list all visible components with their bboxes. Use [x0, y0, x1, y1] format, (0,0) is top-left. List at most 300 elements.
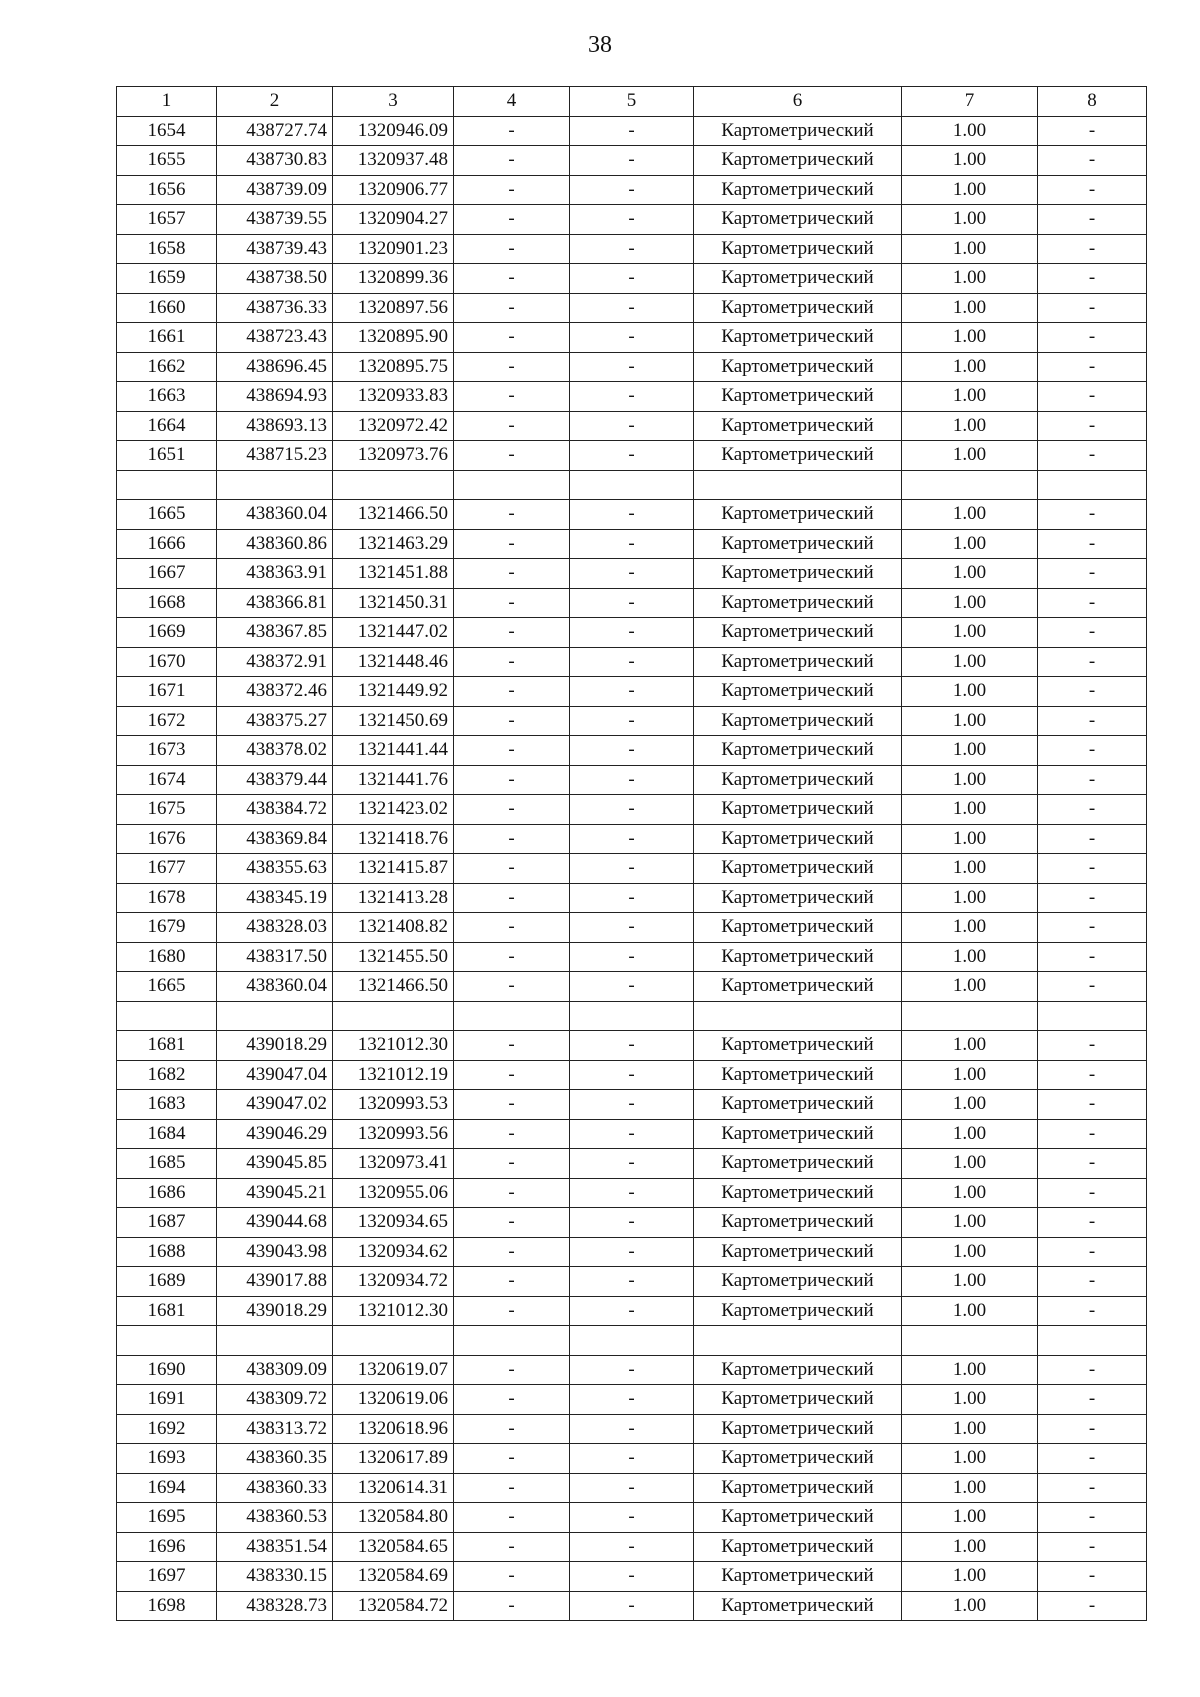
- cell-col-1: 1658: [117, 234, 217, 264]
- cell-col-1: 1692: [117, 1414, 217, 1444]
- cell-col-6: Картометрический: [694, 1444, 902, 1474]
- cell-col-8: -: [1038, 913, 1147, 943]
- cell-col-8: -: [1038, 1385, 1147, 1415]
- cell-col-4: -: [454, 1090, 570, 1120]
- cell-col-8: -: [1038, 706, 1147, 736]
- cell-col-8: -: [1038, 234, 1147, 264]
- cell-col-1: 1676: [117, 824, 217, 854]
- empty-cell: [902, 470, 1038, 500]
- cell-col-3: 1321450.69: [333, 706, 454, 736]
- cell-col-6: Картометрический: [694, 706, 902, 736]
- cell-col-8: -: [1038, 647, 1147, 677]
- table-row: [117, 647, 1147, 677]
- cell-col-8: -: [1038, 1414, 1147, 1444]
- cell-col-6: Картометрический: [694, 116, 902, 146]
- cell-col-8: -: [1038, 1591, 1147, 1621]
- cell-col-6: Картометрический: [694, 1060, 902, 1090]
- cell-col-7: 1.00: [902, 293, 1038, 323]
- cell-col-7: 1.00: [902, 1090, 1038, 1120]
- cell-col-2: 438366.81: [217, 588, 333, 618]
- cell-col-2: 438727.74: [217, 116, 333, 146]
- cell-col-2: 439047.02: [217, 1090, 333, 1120]
- empty-cell: [333, 1001, 454, 1031]
- cell-col-1: 1681: [117, 1296, 217, 1326]
- cell-col-4: -: [454, 1473, 570, 1503]
- cell-col-8: -: [1038, 205, 1147, 235]
- cell-col-6: Картометрический: [694, 913, 902, 943]
- cell-col-3: 1320584.72: [333, 1591, 454, 1621]
- cell-col-4: -: [454, 1060, 570, 1090]
- cell-col-7: 1.00: [902, 1119, 1038, 1149]
- cell-col-3: 1321423.02: [333, 795, 454, 825]
- cell-col-1: 1667: [117, 559, 217, 589]
- cell-col-3: 1321441.76: [333, 765, 454, 795]
- cell-col-4: -: [454, 883, 570, 913]
- cell-col-7: 1.00: [902, 146, 1038, 176]
- table-row: [117, 1296, 1147, 1326]
- table-row: [117, 293, 1147, 323]
- empty-cell: [694, 1326, 902, 1356]
- cell-col-2: 438696.45: [217, 352, 333, 382]
- cell-col-5: -: [570, 1031, 694, 1061]
- cell-col-8: -: [1038, 736, 1147, 766]
- table-row: [117, 1060, 1147, 1090]
- cell-col-1: 1698: [117, 1591, 217, 1621]
- cell-col-3: 1321012.19: [333, 1060, 454, 1090]
- cell-col-4: -: [454, 1237, 570, 1267]
- cell-col-4: -: [454, 913, 570, 943]
- cell-col-3: 1321451.88: [333, 559, 454, 589]
- cell-col-7: 1.00: [902, 824, 1038, 854]
- table-row: [117, 1178, 1147, 1208]
- cell-col-5: -: [570, 647, 694, 677]
- separator-row: [117, 470, 1147, 500]
- cell-col-3: 1320993.53: [333, 1090, 454, 1120]
- cell-col-1: 1685: [117, 1149, 217, 1179]
- cell-col-1: 1662: [117, 352, 217, 382]
- cell-col-4: -: [454, 1296, 570, 1326]
- cell-col-8: -: [1038, 352, 1147, 382]
- cell-col-4: -: [454, 972, 570, 1002]
- empty-cell: [117, 1001, 217, 1031]
- table-row: [117, 1473, 1147, 1503]
- cell-col-7: 1.00: [902, 972, 1038, 1002]
- cell-col-3: 1321012.30: [333, 1031, 454, 1061]
- cell-col-8: -: [1038, 441, 1147, 471]
- cell-col-7: 1.00: [902, 116, 1038, 146]
- cell-col-6: Картометрический: [694, 441, 902, 471]
- cell-col-5: -: [570, 1090, 694, 1120]
- column-header-1: 1: [117, 87, 217, 117]
- cell-col-8: -: [1038, 1031, 1147, 1061]
- cell-col-3: 1320895.75: [333, 352, 454, 382]
- cell-col-2: 438738.50: [217, 264, 333, 294]
- cell-col-1: 1682: [117, 1060, 217, 1090]
- cell-col-7: 1.00: [902, 1503, 1038, 1533]
- cell-col-1: 1664: [117, 411, 217, 441]
- cell-col-4: -: [454, 234, 570, 264]
- cell-col-1: 1671: [117, 677, 217, 707]
- cell-col-3: 1321466.50: [333, 972, 454, 1002]
- cell-col-4: -: [454, 293, 570, 323]
- cell-col-8: -: [1038, 116, 1147, 146]
- table-row: [117, 1208, 1147, 1238]
- table-row: [117, 1119, 1147, 1149]
- cell-col-8: -: [1038, 1532, 1147, 1562]
- cell-col-3: 1321455.50: [333, 942, 454, 972]
- cell-col-1: 1680: [117, 942, 217, 972]
- cell-col-8: -: [1038, 175, 1147, 205]
- cell-col-3: 1320934.65: [333, 1208, 454, 1238]
- cell-col-6: Картометрический: [694, 1090, 902, 1120]
- cell-col-4: -: [454, 116, 570, 146]
- cell-col-7: 1.00: [902, 942, 1038, 972]
- cell-col-1: 1654: [117, 116, 217, 146]
- cell-col-3: 1321463.29: [333, 529, 454, 559]
- cell-col-6: Картометрический: [694, 352, 902, 382]
- cell-col-1: 1660: [117, 293, 217, 323]
- cell-col-2: 439044.68: [217, 1208, 333, 1238]
- cell-col-5: -: [570, 1237, 694, 1267]
- cell-col-7: 1.00: [902, 588, 1038, 618]
- cell-col-2: 438739.55: [217, 205, 333, 235]
- cell-col-4: -: [454, 352, 570, 382]
- table-row: [117, 1237, 1147, 1267]
- cell-col-7: 1.00: [902, 883, 1038, 913]
- cell-col-6: Картометрический: [694, 323, 902, 353]
- cell-col-7: 1.00: [902, 1473, 1038, 1503]
- table-row: [117, 1444, 1147, 1474]
- cell-col-7: 1.00: [902, 205, 1038, 235]
- cell-col-8: -: [1038, 264, 1147, 294]
- cell-col-6: Картометрический: [694, 618, 902, 648]
- empty-cell: [570, 1326, 694, 1356]
- cell-col-6: Картометрический: [694, 677, 902, 707]
- cell-col-4: -: [454, 382, 570, 412]
- cell-col-7: 1.00: [902, 765, 1038, 795]
- cell-col-6: Картометрический: [694, 942, 902, 972]
- table-row: [117, 559, 1147, 589]
- cell-col-6: Картометрический: [694, 234, 902, 264]
- cell-col-7: 1.00: [902, 175, 1038, 205]
- cell-col-5: -: [570, 1119, 694, 1149]
- cell-col-8: -: [1038, 146, 1147, 176]
- cell-col-1: 1675: [117, 795, 217, 825]
- cell-col-4: -: [454, 205, 570, 235]
- cell-col-7: 1.00: [902, 1444, 1038, 1474]
- cell-col-2: 438360.04: [217, 972, 333, 1002]
- cell-col-2: 438360.04: [217, 500, 333, 530]
- table-row: [117, 1532, 1147, 1562]
- cell-col-4: -: [454, 677, 570, 707]
- cell-col-6: Картометрический: [694, 559, 902, 589]
- cell-col-1: 1697: [117, 1562, 217, 1592]
- cell-col-5: -: [570, 1385, 694, 1415]
- cell-col-2: 438378.02: [217, 736, 333, 766]
- cell-col-3: 1320933.83: [333, 382, 454, 412]
- cell-col-4: -: [454, 323, 570, 353]
- cell-col-6: Картометрический: [694, 1149, 902, 1179]
- page-number: 38: [588, 32, 612, 58]
- cell-col-8: -: [1038, 1267, 1147, 1297]
- cell-col-3: 1321418.76: [333, 824, 454, 854]
- cell-col-7: 1.00: [902, 618, 1038, 648]
- cell-col-3: 1321441.44: [333, 736, 454, 766]
- cell-col-1: 1696: [117, 1532, 217, 1562]
- cell-col-5: -: [570, 706, 694, 736]
- cell-col-4: -: [454, 1532, 570, 1562]
- cell-col-4: -: [454, 942, 570, 972]
- empty-cell: [570, 1001, 694, 1031]
- cell-col-5: -: [570, 942, 694, 972]
- table-row: [117, 116, 1147, 146]
- cell-col-2: 438694.93: [217, 382, 333, 412]
- cell-col-4: -: [454, 824, 570, 854]
- cell-col-3: 1320973.76: [333, 441, 454, 471]
- cell-col-2: 439018.29: [217, 1031, 333, 1061]
- cell-col-8: -: [1038, 942, 1147, 972]
- empty-cell: [570, 470, 694, 500]
- table-row: [117, 824, 1147, 854]
- table-row: [117, 736, 1147, 766]
- cell-col-7: 1.00: [902, 382, 1038, 412]
- table-row: [117, 234, 1147, 264]
- coordinates-table: [116, 86, 1147, 1621]
- cell-col-7: 1.00: [902, 913, 1038, 943]
- cell-col-6: Картометрический: [694, 175, 902, 205]
- column-header-6: 6: [694, 87, 902, 117]
- cell-col-1: 1665: [117, 972, 217, 1002]
- cell-col-6: Картометрический: [694, 1591, 902, 1621]
- cell-col-6: Картометрический: [694, 264, 902, 294]
- table-row: [117, 883, 1147, 913]
- cell-col-5: -: [570, 913, 694, 943]
- cell-col-6: Картометрический: [694, 1208, 902, 1238]
- table-row: [117, 500, 1147, 530]
- cell-col-2: 438739.09: [217, 175, 333, 205]
- cell-col-7: 1.00: [902, 1208, 1038, 1238]
- table-header-row: [117, 87, 1147, 117]
- cell-col-4: -: [454, 765, 570, 795]
- cell-col-3: 1321466.50: [333, 500, 454, 530]
- table-row: [117, 1385, 1147, 1415]
- cell-col-7: 1.00: [902, 1296, 1038, 1326]
- cell-col-2: 438328.03: [217, 913, 333, 943]
- cell-col-5: -: [570, 618, 694, 648]
- cell-col-8: -: [1038, 1090, 1147, 1120]
- cell-col-5: -: [570, 824, 694, 854]
- empty-cell: [1038, 470, 1147, 500]
- cell-col-4: -: [454, 175, 570, 205]
- cell-col-2: 438367.85: [217, 618, 333, 648]
- cell-col-1: 1659: [117, 264, 217, 294]
- cell-col-3: 1320619.06: [333, 1385, 454, 1415]
- cell-col-7: 1.00: [902, 1385, 1038, 1415]
- empty-cell: [333, 470, 454, 500]
- cell-col-8: -: [1038, 1119, 1147, 1149]
- column-header-3: 3: [333, 87, 454, 117]
- cell-col-2: 438317.50: [217, 942, 333, 972]
- cell-col-5: -: [570, 1149, 694, 1179]
- cell-col-5: -: [570, 736, 694, 766]
- cell-col-5: -: [570, 1414, 694, 1444]
- cell-col-2: 438369.84: [217, 824, 333, 854]
- cell-col-8: -: [1038, 854, 1147, 884]
- cell-col-6: Картометрический: [694, 1532, 902, 1562]
- cell-col-7: 1.00: [902, 441, 1038, 471]
- cell-col-3: 1320901.23: [333, 234, 454, 264]
- cell-col-1: 1673: [117, 736, 217, 766]
- cell-col-5: -: [570, 1267, 694, 1297]
- empty-cell: [1038, 1326, 1147, 1356]
- cell-col-1: 1665: [117, 500, 217, 530]
- table-row: [117, 1267, 1147, 1297]
- cell-col-7: 1.00: [902, 559, 1038, 589]
- cell-col-4: -: [454, 1562, 570, 1592]
- cell-col-4: -: [454, 588, 570, 618]
- cell-col-1: 1686: [117, 1178, 217, 1208]
- column-header-8: 8: [1038, 87, 1147, 117]
- cell-col-7: 1.00: [902, 854, 1038, 884]
- cell-col-7: 1.00: [902, 1414, 1038, 1444]
- cell-col-1: 1663: [117, 382, 217, 412]
- cell-col-5: -: [570, 500, 694, 530]
- cell-col-3: 1320619.07: [333, 1355, 454, 1385]
- cell-col-5: -: [570, 1296, 694, 1326]
- cell-col-2: 438363.91: [217, 559, 333, 589]
- table-row: [117, 1562, 1147, 1592]
- cell-col-5: -: [570, 293, 694, 323]
- cell-col-5: -: [570, 441, 694, 471]
- cell-col-6: Картометрический: [694, 765, 902, 795]
- cell-col-4: -: [454, 411, 570, 441]
- cell-col-1: 1689: [117, 1267, 217, 1297]
- cell-col-4: -: [454, 706, 570, 736]
- cell-col-5: -: [570, 352, 694, 382]
- cell-col-4: -: [454, 441, 570, 471]
- cell-col-2: 439017.88: [217, 1267, 333, 1297]
- cell-col-2: 438360.35: [217, 1444, 333, 1474]
- table-row: [117, 264, 1147, 294]
- table-row: [117, 352, 1147, 382]
- cell-col-1: 1695: [117, 1503, 217, 1533]
- cell-col-6: Картометрический: [694, 1031, 902, 1061]
- cell-col-7: 1.00: [902, 1591, 1038, 1621]
- cell-col-5: -: [570, 765, 694, 795]
- table-row: [117, 618, 1147, 648]
- cell-col-6: Картометрический: [694, 205, 902, 235]
- table-row: [117, 795, 1147, 825]
- cell-col-7: 1.00: [902, 795, 1038, 825]
- cell-col-2: 438372.46: [217, 677, 333, 707]
- cell-col-4: -: [454, 1503, 570, 1533]
- cell-col-8: -: [1038, 1060, 1147, 1090]
- cell-col-7: 1.00: [902, 1267, 1038, 1297]
- cell-col-4: -: [454, 618, 570, 648]
- empty-cell: [454, 1001, 570, 1031]
- cell-col-8: -: [1038, 765, 1147, 795]
- cell-col-8: -: [1038, 1208, 1147, 1238]
- column-header-7: 7: [902, 87, 1038, 117]
- cell-col-3: 1320934.62: [333, 1237, 454, 1267]
- cell-col-5: -: [570, 1355, 694, 1385]
- cell-col-2: 438355.63: [217, 854, 333, 884]
- cell-col-4: -: [454, 795, 570, 825]
- cell-col-6: Картометрический: [694, 854, 902, 884]
- cell-col-5: -: [570, 559, 694, 589]
- cell-col-5: -: [570, 146, 694, 176]
- cell-col-6: Картометрический: [694, 1178, 902, 1208]
- cell-col-5: -: [570, 529, 694, 559]
- cell-col-1: 1666: [117, 529, 217, 559]
- cell-col-6: Картометрический: [694, 824, 902, 854]
- cell-col-2: 438372.91: [217, 647, 333, 677]
- cell-col-5: -: [570, 1503, 694, 1533]
- cell-col-6: Картометрический: [694, 1355, 902, 1385]
- cell-col-6: Картометрический: [694, 382, 902, 412]
- cell-col-7: 1.00: [902, 352, 1038, 382]
- cell-col-1: 1679: [117, 913, 217, 943]
- cell-col-8: -: [1038, 1444, 1147, 1474]
- cell-col-8: -: [1038, 618, 1147, 648]
- cell-col-7: 1.00: [902, 647, 1038, 677]
- cell-col-1: 1683: [117, 1090, 217, 1120]
- cell-col-1: 1687: [117, 1208, 217, 1238]
- cell-col-2: 438379.44: [217, 765, 333, 795]
- cell-col-1: 1693: [117, 1444, 217, 1474]
- cell-col-5: -: [570, 323, 694, 353]
- cell-col-2: 438360.86: [217, 529, 333, 559]
- cell-col-5: -: [570, 677, 694, 707]
- cell-col-1: 1677: [117, 854, 217, 884]
- cell-col-8: -: [1038, 1473, 1147, 1503]
- cell-col-1: 1661: [117, 323, 217, 353]
- table-row: [117, 146, 1147, 176]
- cell-col-6: Картометрический: [694, 1296, 902, 1326]
- table-row: [117, 1591, 1147, 1621]
- cell-col-5: -: [570, 883, 694, 913]
- cell-col-4: -: [454, 264, 570, 294]
- cell-col-7: 1.00: [902, 264, 1038, 294]
- cell-col-2: 438360.33: [217, 1473, 333, 1503]
- cell-col-4: -: [454, 1119, 570, 1149]
- cell-col-4: -: [454, 1444, 570, 1474]
- table-body: [117, 116, 1147, 1621]
- cell-col-8: -: [1038, 323, 1147, 353]
- cell-col-7: 1.00: [902, 706, 1038, 736]
- cell-col-6: Картометрический: [694, 795, 902, 825]
- cell-col-5: -: [570, 1591, 694, 1621]
- cell-col-7: 1.00: [902, 1031, 1038, 1061]
- cell-col-1: 1684: [117, 1119, 217, 1149]
- table-row: [117, 382, 1147, 412]
- cell-col-1: 1688: [117, 1237, 217, 1267]
- cell-col-3: 1320955.06: [333, 1178, 454, 1208]
- cell-col-8: -: [1038, 559, 1147, 589]
- cell-col-3: 1320906.77: [333, 175, 454, 205]
- empty-cell: [117, 1326, 217, 1356]
- cell-col-3: 1320584.80: [333, 1503, 454, 1533]
- cell-col-7: 1.00: [902, 411, 1038, 441]
- cell-col-6: Картометрический: [694, 1267, 902, 1297]
- cell-col-1: 1681: [117, 1031, 217, 1061]
- cell-col-2: 438723.43: [217, 323, 333, 353]
- cell-col-3: 1320614.31: [333, 1473, 454, 1503]
- cell-col-6: Картометрический: [694, 1473, 902, 1503]
- cell-col-7: 1.00: [902, 1532, 1038, 1562]
- column-header-5: 5: [570, 87, 694, 117]
- cell-col-2: 438351.54: [217, 1532, 333, 1562]
